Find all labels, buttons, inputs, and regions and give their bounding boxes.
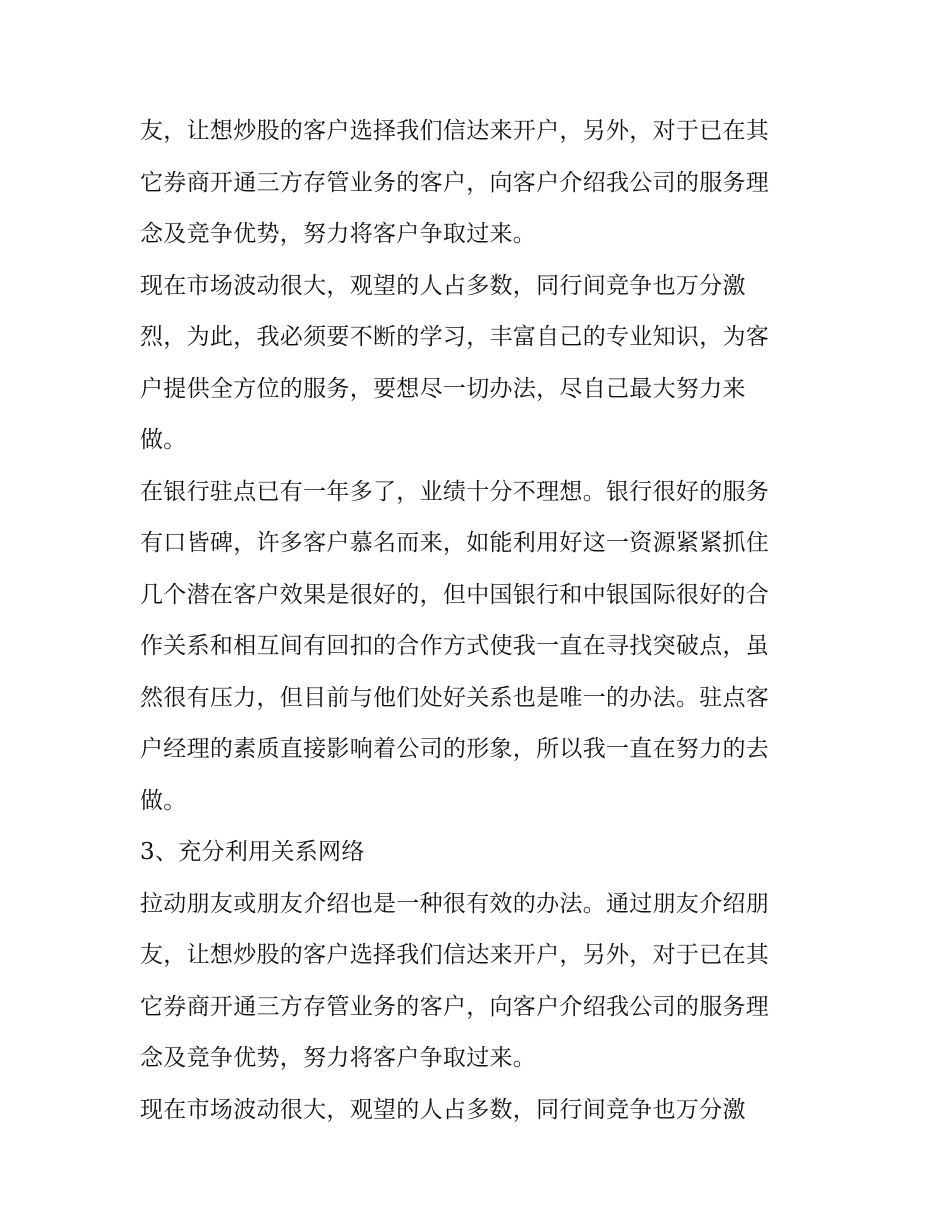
text-line: 户提供全方位的服务，要想尽一切办法，尽自己最大努力来 bbox=[140, 375, 746, 402]
text-line: 现在市场波动很大，观望的人占多数，同行间竞争也万分激 bbox=[140, 272, 746, 299]
text-line: 友，让想炒股的客户选择我们信达来开户，另外，对于已在其 bbox=[140, 942, 770, 968]
text-line: 有口皆碑，许多客户慕名而来，如能利用好这一资源紧紧抓住 bbox=[140, 530, 770, 556]
text-line: 拉动朋友或朋友介绍也是一种很有效的办法。通过朋友介绍朋 bbox=[140, 890, 770, 917]
text-line: 在银行驻点已有一年多了，业绩十分不理想。银行很好的服务 bbox=[140, 478, 770, 505]
text-line: 几个潜在客户效果是很好的，但中国银行和中银国际很好的合 bbox=[140, 581, 770, 608]
text-line: 它券商开通三方存管业务的客户，向客户介绍我公司的服务理 bbox=[140, 993, 770, 1020]
text-line: 念及竞争优势，努力将客户争取过来。 bbox=[140, 221, 537, 247]
text-line: 现在市场波动很大，观望的人占多数，同行间竞争也万分激 bbox=[140, 1096, 746, 1123]
text-line: 念及竞争优势，努力将客户争取过来。 bbox=[140, 1045, 537, 1071]
text-line: 然很有压力，但目前与他们处好关系也是唯一的办法。驻点客 bbox=[140, 684, 770, 711]
text-line: 做。 bbox=[140, 427, 187, 453]
text-line: 户经理的素质直接影响着公司的形象，所以我一直在努力的去 bbox=[140, 736, 770, 762]
body-text bbox=[140, 106, 820, 1136]
text-line: 烈，为此，我必须要不断的学习，丰富自己的专业知识，为客 bbox=[140, 324, 770, 350]
text-line: 它券商开通三方存管业务的客户，向客户介绍我公司的服务理 bbox=[140, 169, 770, 196]
text-line: 友，让想炒股的客户选择我们信达来开户，另外，对于已在其 bbox=[140, 118, 770, 144]
text-line: 作关系和相互间有回扣的合作方式使我一直在寻找突破点，虽 bbox=[140, 633, 770, 659]
section-heading: 3、充分利用关系网络 bbox=[140, 839, 365, 865]
text-line: 做。 bbox=[140, 787, 187, 814]
